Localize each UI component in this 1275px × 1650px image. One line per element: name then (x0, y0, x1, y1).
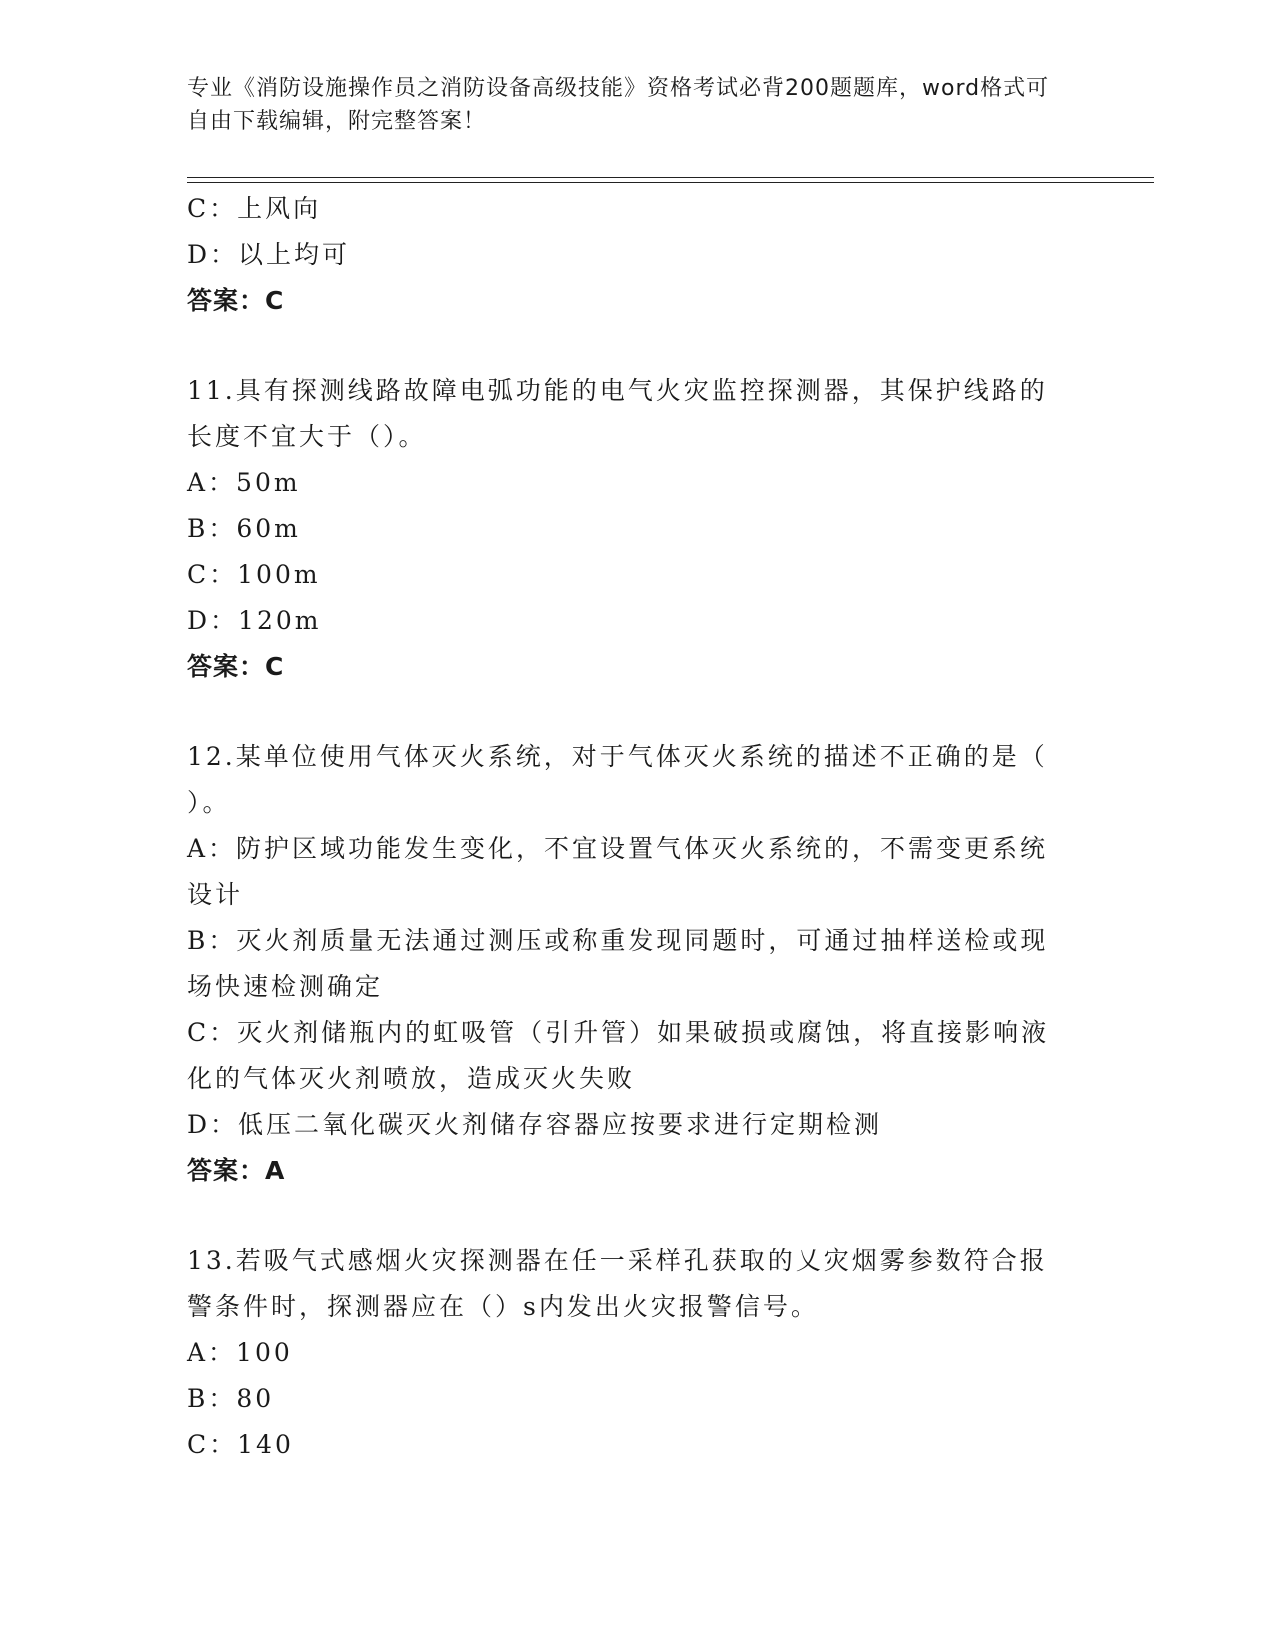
document-header (187, 72, 1067, 138)
question-12 (187, 734, 1067, 1194)
option-c: C：灭火剂储瓶内的虹吸管（引升管）如果破损或腐蚀，将直接影响液 (187, 1018, 1050, 1047)
question-stem: 12.某单位使用气体灭火系统，对于气体灭火系统的描述不正确的是（ (187, 742, 1048, 771)
option-b: B：60m (187, 514, 301, 543)
answer-line: 答案：C (187, 652, 285, 681)
question-stem-cont: 警条件时，探测器应在（）s内发出火灾报警信号。 (187, 1292, 819, 1321)
header-title: 专业《消防设施操作员之消防设备高级技能》资格考试必背200题题库，word格式可自由下载编辑，附完整答案！ (187, 76, 1050, 134)
header-divider-top (187, 177, 1154, 178)
question-13 (187, 1238, 1067, 1468)
option-c: C：140 (187, 1430, 294, 1459)
document-body (187, 186, 1067, 1468)
question-10-continuation (187, 186, 1067, 324)
option-a-cont: 设计 (187, 880, 244, 909)
option-b-cont: 场快速检测确定 (187, 972, 384, 1001)
answer-line: 答案：A (187, 1156, 286, 1185)
option-a: A：防护区域功能发生变化，不宜设置气体灭火系统的，不需变更系统 (187, 834, 1049, 863)
option-d: D：低压二氧化碳灭火剂储存容器应按要求进行定期检测 (187, 1110, 883, 1139)
option-a: A：100 (187, 1338, 293, 1367)
question-stem-cont: ）。 (187, 788, 231, 817)
option-a: A：50m (187, 468, 301, 497)
question-stem: 11.具有探测线路故障电弧功能的电气火灾监控探测器，其保护线路的 (187, 376, 1048, 405)
question-spacer (187, 1194, 1067, 1238)
answer-line: 答案：C (187, 286, 285, 315)
option-b: B：灭火剂质量无法通过测压或称重发现同题时，可通过抽样送检或现 (187, 926, 1049, 955)
question-stem-cont: 长度不宜大于（）。 (187, 422, 427, 451)
question-11 (187, 368, 1067, 690)
option-d: D：120m (187, 606, 322, 635)
question-spacer (187, 690, 1067, 734)
option-c: C：上风向 (187, 194, 322, 223)
option-c-cont: 化的气体灭火剂喷放，造成灭火失败 (187, 1064, 636, 1093)
option-c: C：100m (187, 560, 321, 589)
question-spacer (187, 324, 1067, 368)
option-b: B：80 (187, 1384, 275, 1413)
option-d: D：以上均可 (187, 240, 351, 269)
header-divider-bottom (187, 182, 1154, 183)
question-stem: 13.若吸气式感烟火灾探测器在任一采样孔获取的乂灾烟雾参数符合报 (187, 1246, 1048, 1275)
